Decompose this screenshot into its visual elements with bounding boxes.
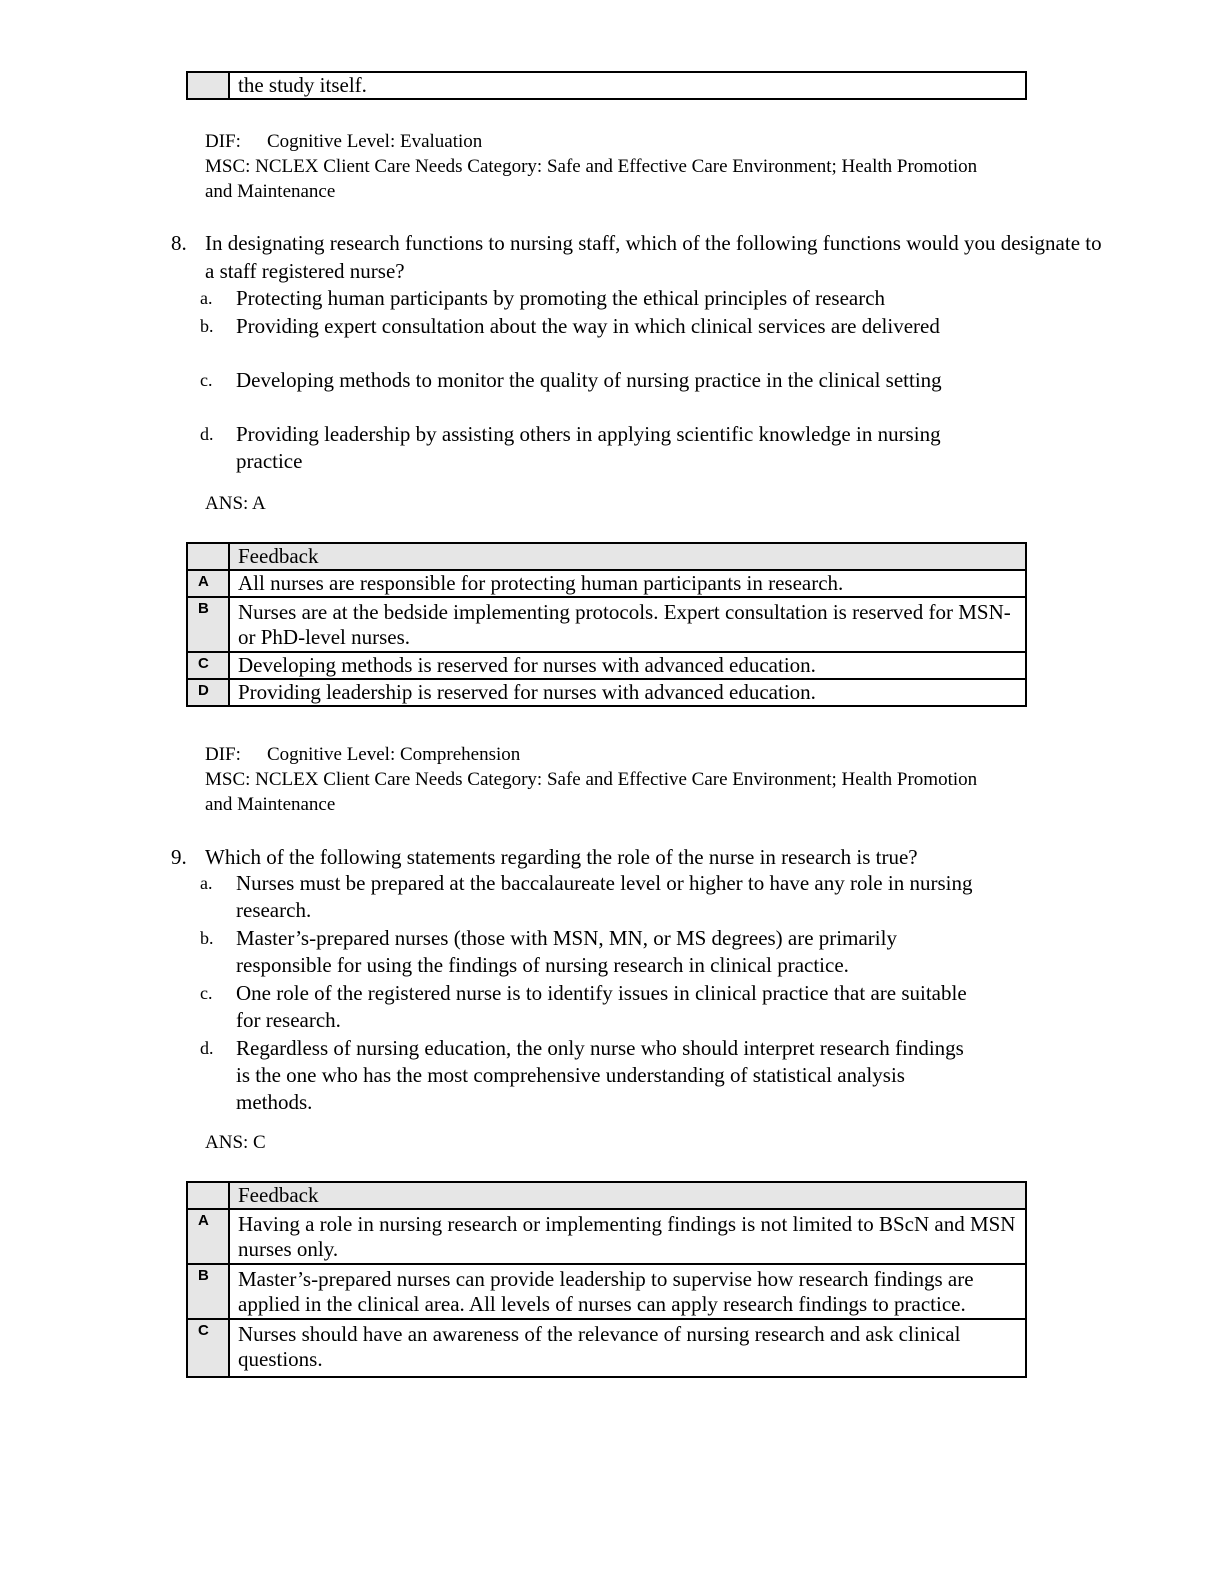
table-row	[187, 570, 1026, 597]
feedback-table	[186, 542, 1027, 707]
feedback-header: Feedback	[229, 543, 1026, 570]
option-b	[200, 313, 980, 340]
row-label	[187, 72, 229, 99]
option-text: Master’s-prepared nurses (those with MSN, MN, or MS degrees) are primarily responsible for using the findings of nursing research in clinical practice.	[236, 926, 897, 977]
feedback-text: Providing leadership is reserved for nurses with advanced education.	[229, 679, 1026, 706]
row-label: C	[187, 1319, 229, 1377]
option-c	[200, 980, 980, 1034]
answer-key: ANS: A	[205, 493, 266, 514]
feedback-text: Nurses are at the bedside implementing protocols. Expert consultation is reserved for MSN- or PhD-level nurses.	[229, 597, 1026, 652]
feedback-text: Nurses should have an awareness of the relevance of nursing research and ask clinical questions.	[229, 1319, 1026, 1377]
row-label: D	[187, 679, 229, 706]
row-label	[187, 543, 229, 570]
feedback-text: Having a role in nursing research or implementing findings is not limited to BScN and MSN nurses only.	[229, 1209, 1026, 1264]
question-number: 8.	[171, 231, 187, 255]
feedback-text: the study itself.	[229, 72, 1026, 99]
question-text: In designating research functions to nursing staff, which of the following functions would you designate to a staff registered nurse?	[205, 231, 1102, 283]
option-a	[200, 285, 980, 312]
option-c	[200, 367, 980, 394]
row-label: B	[187, 1264, 229, 1319]
dif-label: DIF:	[205, 744, 241, 765]
row-label: A	[187, 1209, 229, 1264]
option-letter: b.	[200, 316, 214, 336]
row-label: C	[187, 652, 229, 679]
dif-label: DIF:	[205, 131, 241, 152]
option-letter: d.	[200, 424, 214, 444]
table-row	[187, 1209, 1026, 1264]
dif-value: Cognitive Level: Evaluation	[267, 131, 483, 152]
feedback-text: All nurses are responsible for protecting human participants in research.	[229, 570, 1026, 597]
option-letter: b.	[200, 928, 214, 948]
dif-line	[205, 742, 1125, 767]
row-label	[187, 1182, 229, 1209]
option-text: Regardless of nursing education, the only nurse who should interpret research findings is the one who has the most comprehensive understanding of statistical analysis methods.	[236, 1036, 964, 1114]
option-letter: d.	[200, 1038, 214, 1058]
table-row	[187, 1319, 1026, 1377]
option-b	[200, 925, 980, 979]
dif-line	[205, 129, 1125, 154]
option-text: Developing methods to monitor the quality of nursing practice in the clinical setting	[236, 368, 942, 392]
msc-line-continued: and Maintenance	[205, 794, 336, 815]
table-row	[187, 679, 1026, 706]
option-text: One role of the registered nurse is to identify issues in clinical practice that are suitable for research.	[236, 981, 967, 1032]
option-letter: c.	[200, 983, 213, 1003]
option-text: Providing leadership by assisting others in applying scientific knowledge in nursing practice	[236, 422, 941, 473]
table-row	[187, 597, 1026, 652]
option-d	[200, 421, 980, 475]
option-letter: a.	[200, 873, 213, 893]
table-row	[187, 652, 1026, 679]
table-header-row	[187, 1182, 1026, 1209]
msc-line: MSC: NCLEX Client Care Needs Category: Safe and Effective Care Environment; Health Promotion	[205, 156, 978, 177]
msc-line-continued: and Maintenance	[205, 181, 336, 202]
question-metadata	[205, 129, 1125, 204]
answer-key: ANS: C	[205, 1132, 266, 1153]
option-text: Protecting human participants by promoting the ethical principles of research	[236, 286, 886, 310]
option-text: Nurses must be prepared at the baccalaureate level or higher to have any role in nursing research.	[236, 871, 973, 922]
question-text: Which of the following statements regarding the role of the nurse in research is true?	[205, 845, 918, 869]
row-label: A	[187, 570, 229, 597]
question-metadata	[205, 742, 1125, 817]
table-row	[187, 1264, 1026, 1319]
option-letter: a.	[200, 288, 213, 308]
option-a	[200, 870, 980, 924]
feedback-text: Developing methods is reserved for nurses with advanced education.	[229, 652, 1026, 679]
option-letter: c.	[200, 370, 213, 390]
dif-value: Cognitive Level: Comprehension	[267, 744, 521, 765]
top-feedback-table	[186, 71, 1027, 100]
feedback-text: Master’s-prepared nurses can provide leadership to supervise how research findings are applied in the clinical area. All levels of nurses can apply research findings to practice.	[229, 1264, 1026, 1319]
option-text: Providing expert consultation about the way in which clinical services are delivered	[236, 314, 940, 338]
feedback-header: Feedback	[229, 1182, 1026, 1209]
msc-line: MSC: NCLEX Client Care Needs Category: Safe and Effective Care Environment; Health Promotion	[205, 769, 978, 790]
table-header-row	[187, 543, 1026, 570]
feedback-table	[186, 1181, 1027, 1378]
row-label: B	[187, 597, 229, 652]
table-row	[187, 72, 1026, 99]
option-d	[200, 1035, 980, 1116]
question-number: 9.	[171, 845, 187, 869]
